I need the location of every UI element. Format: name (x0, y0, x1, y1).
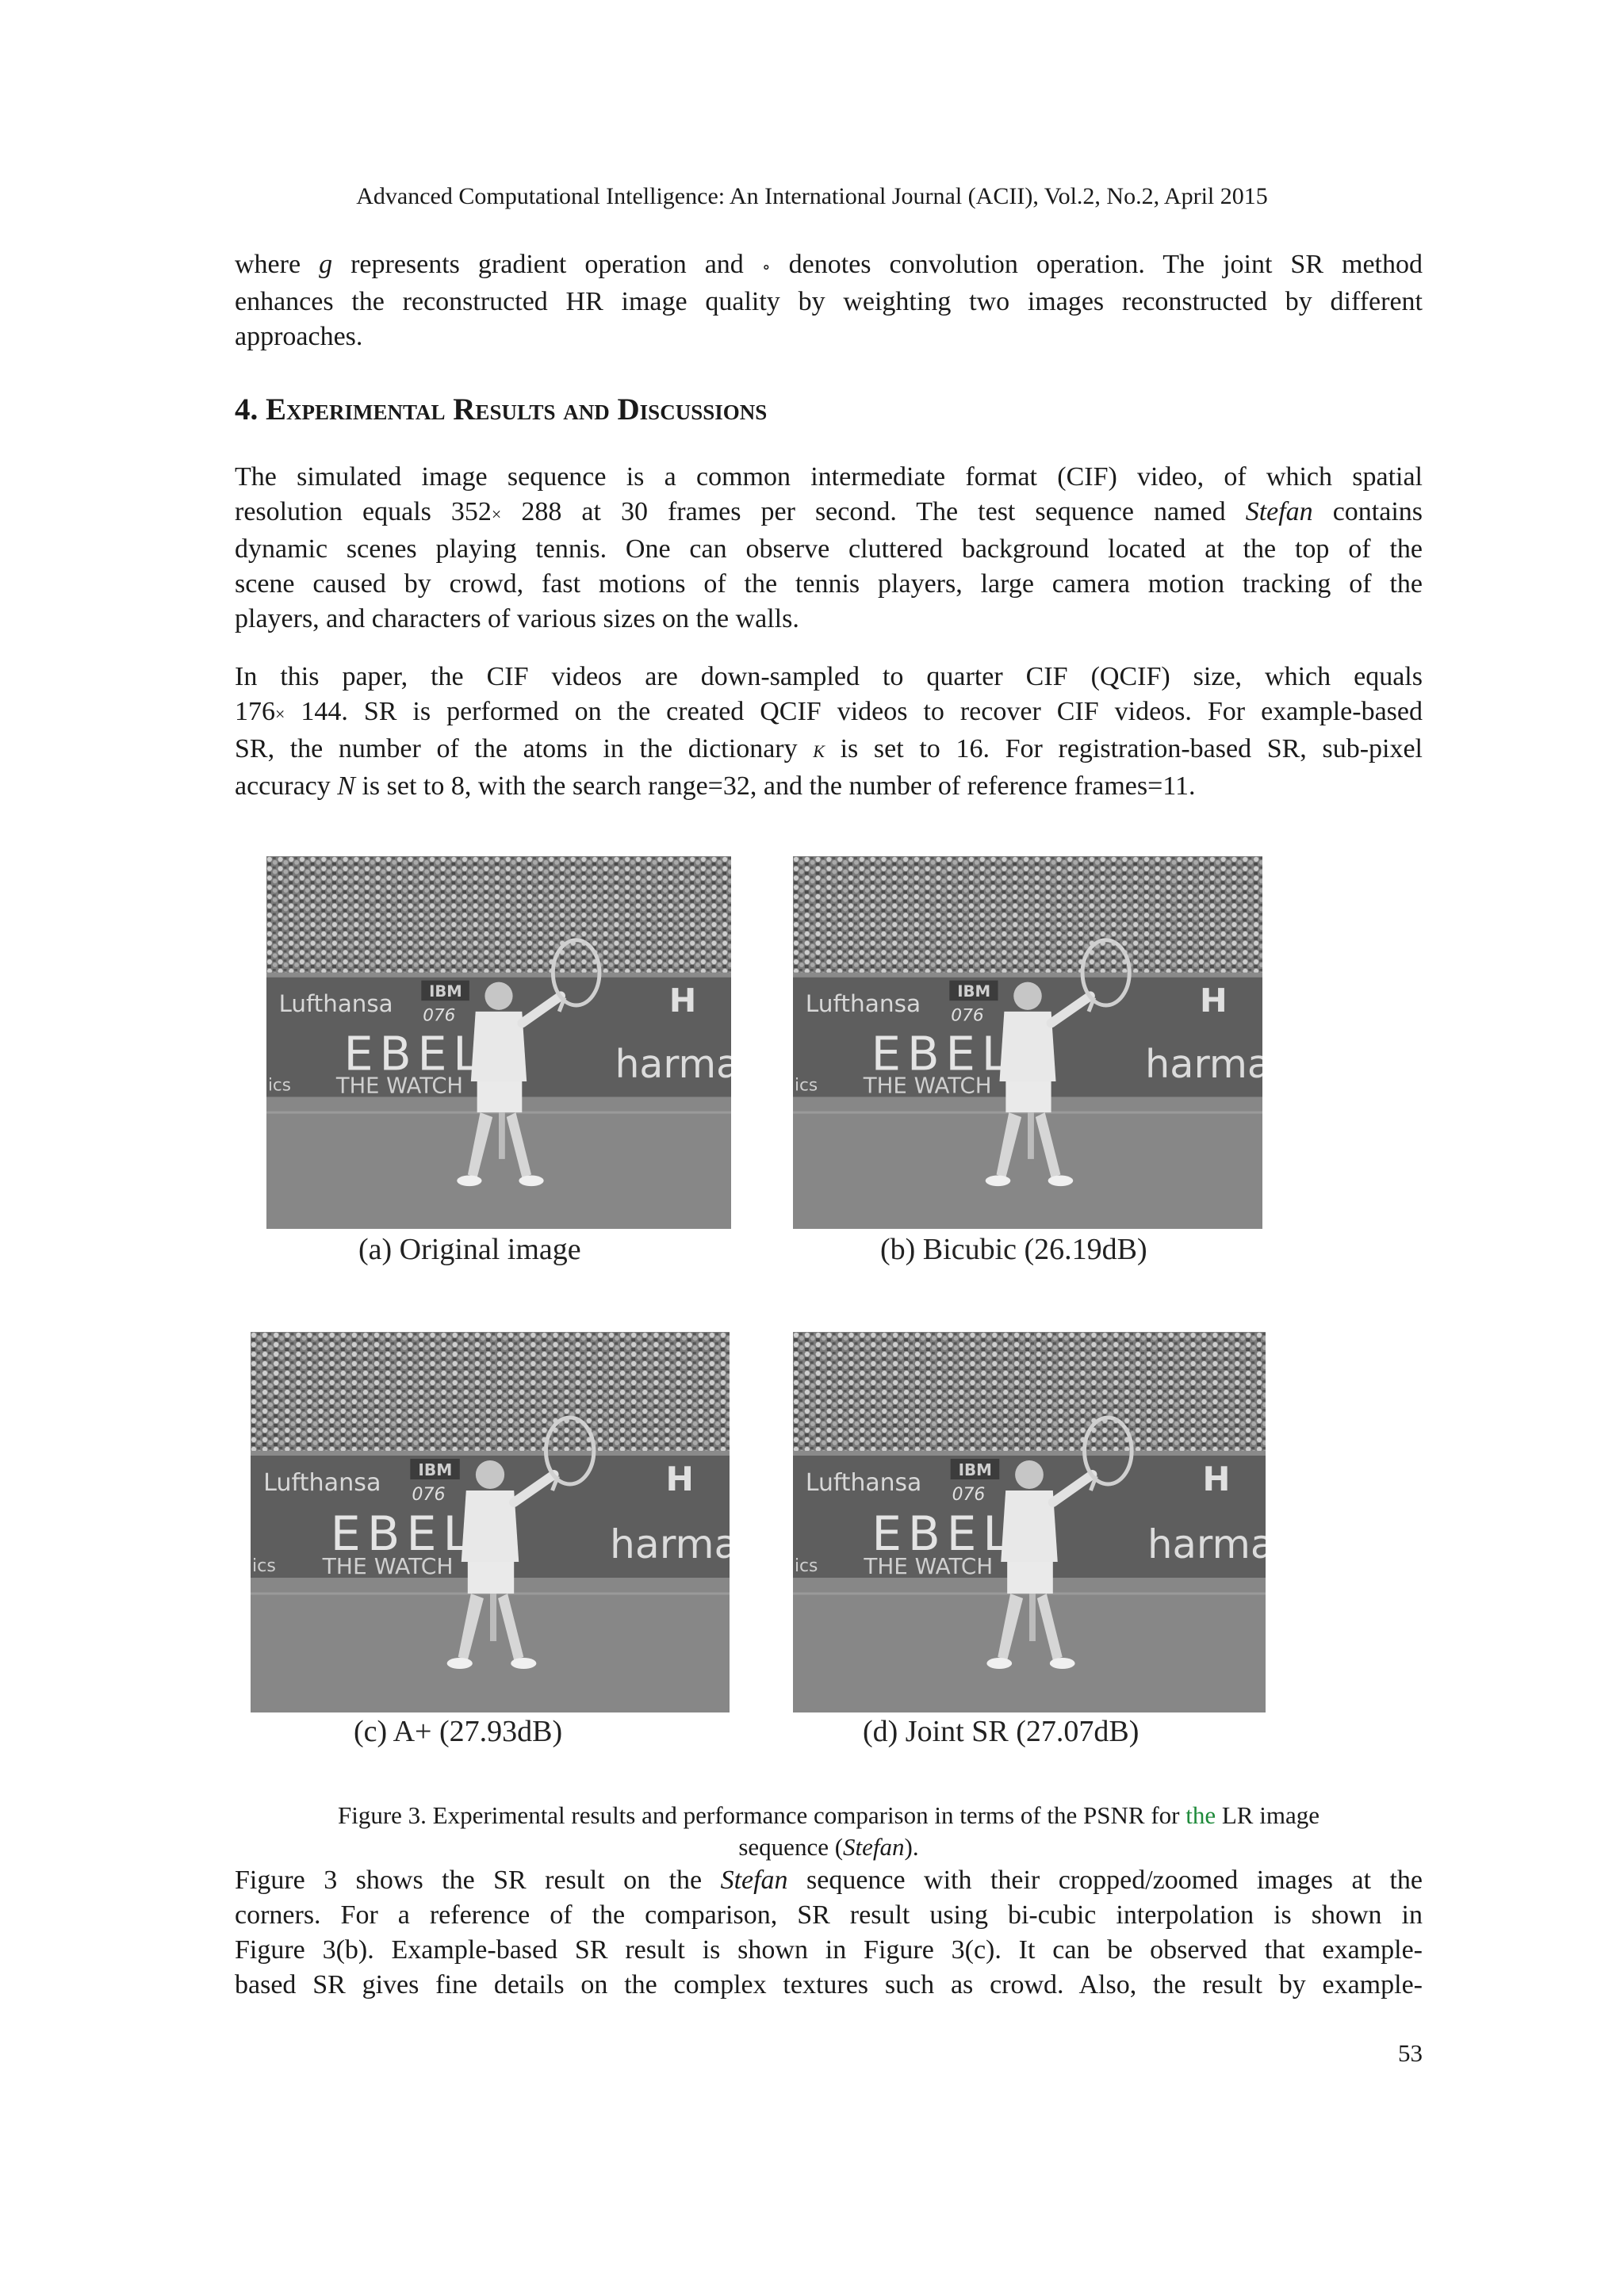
paragraph-3-line-3: SR, the number of the atoms in the dictionary K is set to 16. For registration-based SR, sub-pixel (235, 734, 1423, 763)
paragraph-1-line-2: enhances the reconstructed HR image quality by weighting two images reconstructed by different (235, 287, 1423, 316)
section-heading: 4. Experimental Results and Discussions (235, 392, 768, 427)
figure-label-c: (c) A+ (27.93dB) (354, 1715, 563, 1748)
paragraph-2-line-3: dynamic scenes playing tennis. One can observe cluttered background located at the top of the (235, 534, 1423, 564)
paragraph-4-line-3: Figure 3(b). Example-based SR result is shown in Figure 3(c). It can be observed that example- (235, 1935, 1423, 1965)
dictionary-size-symbol: K (813, 741, 825, 761)
figure-panel-a (266, 856, 731, 1229)
tennis-image-c (251, 1332, 730, 1712)
paragraph-1-line-3: approaches. (235, 322, 363, 351)
paragraph-4-line-2: corners. For a reference of the comparison, SR result using bi-cubic interpolation is shown in (235, 1900, 1423, 1930)
paragraph-3 (235, 660, 1423, 804)
page-number: 53 (1398, 2039, 1423, 2067)
figure-label-b: (b) Bicubic (26.19dB) (880, 1233, 1147, 1266)
paragraph-2-line-1: The simulated image sequence is a common intermediate format (CIF) video, of which spatial (235, 462, 1423, 492)
paragraph-2-line-2: resolution equals 352× 288 at 30 frames per second. The test sequence named Stefan contains (235, 497, 1423, 526)
paragraph-1 (235, 247, 1423, 354)
tennis-image-a (266, 856, 731, 1229)
paragraph-3-line-4: accuracy N is set to 8, with the search range=32, and the number of reference frames=11. (235, 771, 1196, 801)
paragraph-2-line-4: scene caused by crowd, fast motions of the tennis players, large camera motion tracking of the (235, 569, 1423, 599)
paragraph-4 (235, 1863, 1423, 2003)
figure-caption (235, 1800, 1423, 1863)
caption-line-2: sequence (Stefan). (738, 1833, 919, 1861)
convolution-symbol: ∘ (761, 257, 771, 277)
paragraph-4-line-1: Figure 3 shows the SR result on the Stefan sequence with their cropped/zoomed images at the (235, 1866, 1423, 1895)
figure-panel-d (793, 1332, 1266, 1712)
paragraph-3-line-2: 176× 144. SR is performed on the created QCIF videos to recover CIF videos. For example-based (235, 697, 1423, 726)
caption-line-1: Figure 3. Experimental results and performance comparison in terms of the PSNR for the LR image (338, 1801, 1320, 1829)
tennis-image-d (793, 1332, 1266, 1712)
paragraph-2 (235, 460, 1423, 637)
running-header: Advanced Computational Intelligence: An International Journal (ACII), Vol.2, No.2, April 2015 (356, 183, 1268, 209)
paragraph-4-line-4: based SR gives fine details on the complex textures such as crowd. Also, the result by example- (235, 1970, 1423, 1999)
figure-panel-c (251, 1332, 730, 1712)
paragraph-1-line-1: where g represents gradient operation and ∘ denotes convolution operation. The joint SR method (235, 250, 1423, 279)
figure-label-a: (a) Original image (358, 1233, 581, 1266)
paragraph-3-line-1: In this paper, the CIF videos are down-sampled to quarter CIF (QCIF) size, which equals (235, 662, 1423, 691)
paragraph-2-line-5: players, and characters of various sizes on the walls. (235, 604, 799, 633)
tennis-image-b (793, 856, 1262, 1229)
figure-panel-b (793, 856, 1262, 1229)
figure-label-d: (d) Joint SR (27.07dB) (863, 1715, 1139, 1748)
